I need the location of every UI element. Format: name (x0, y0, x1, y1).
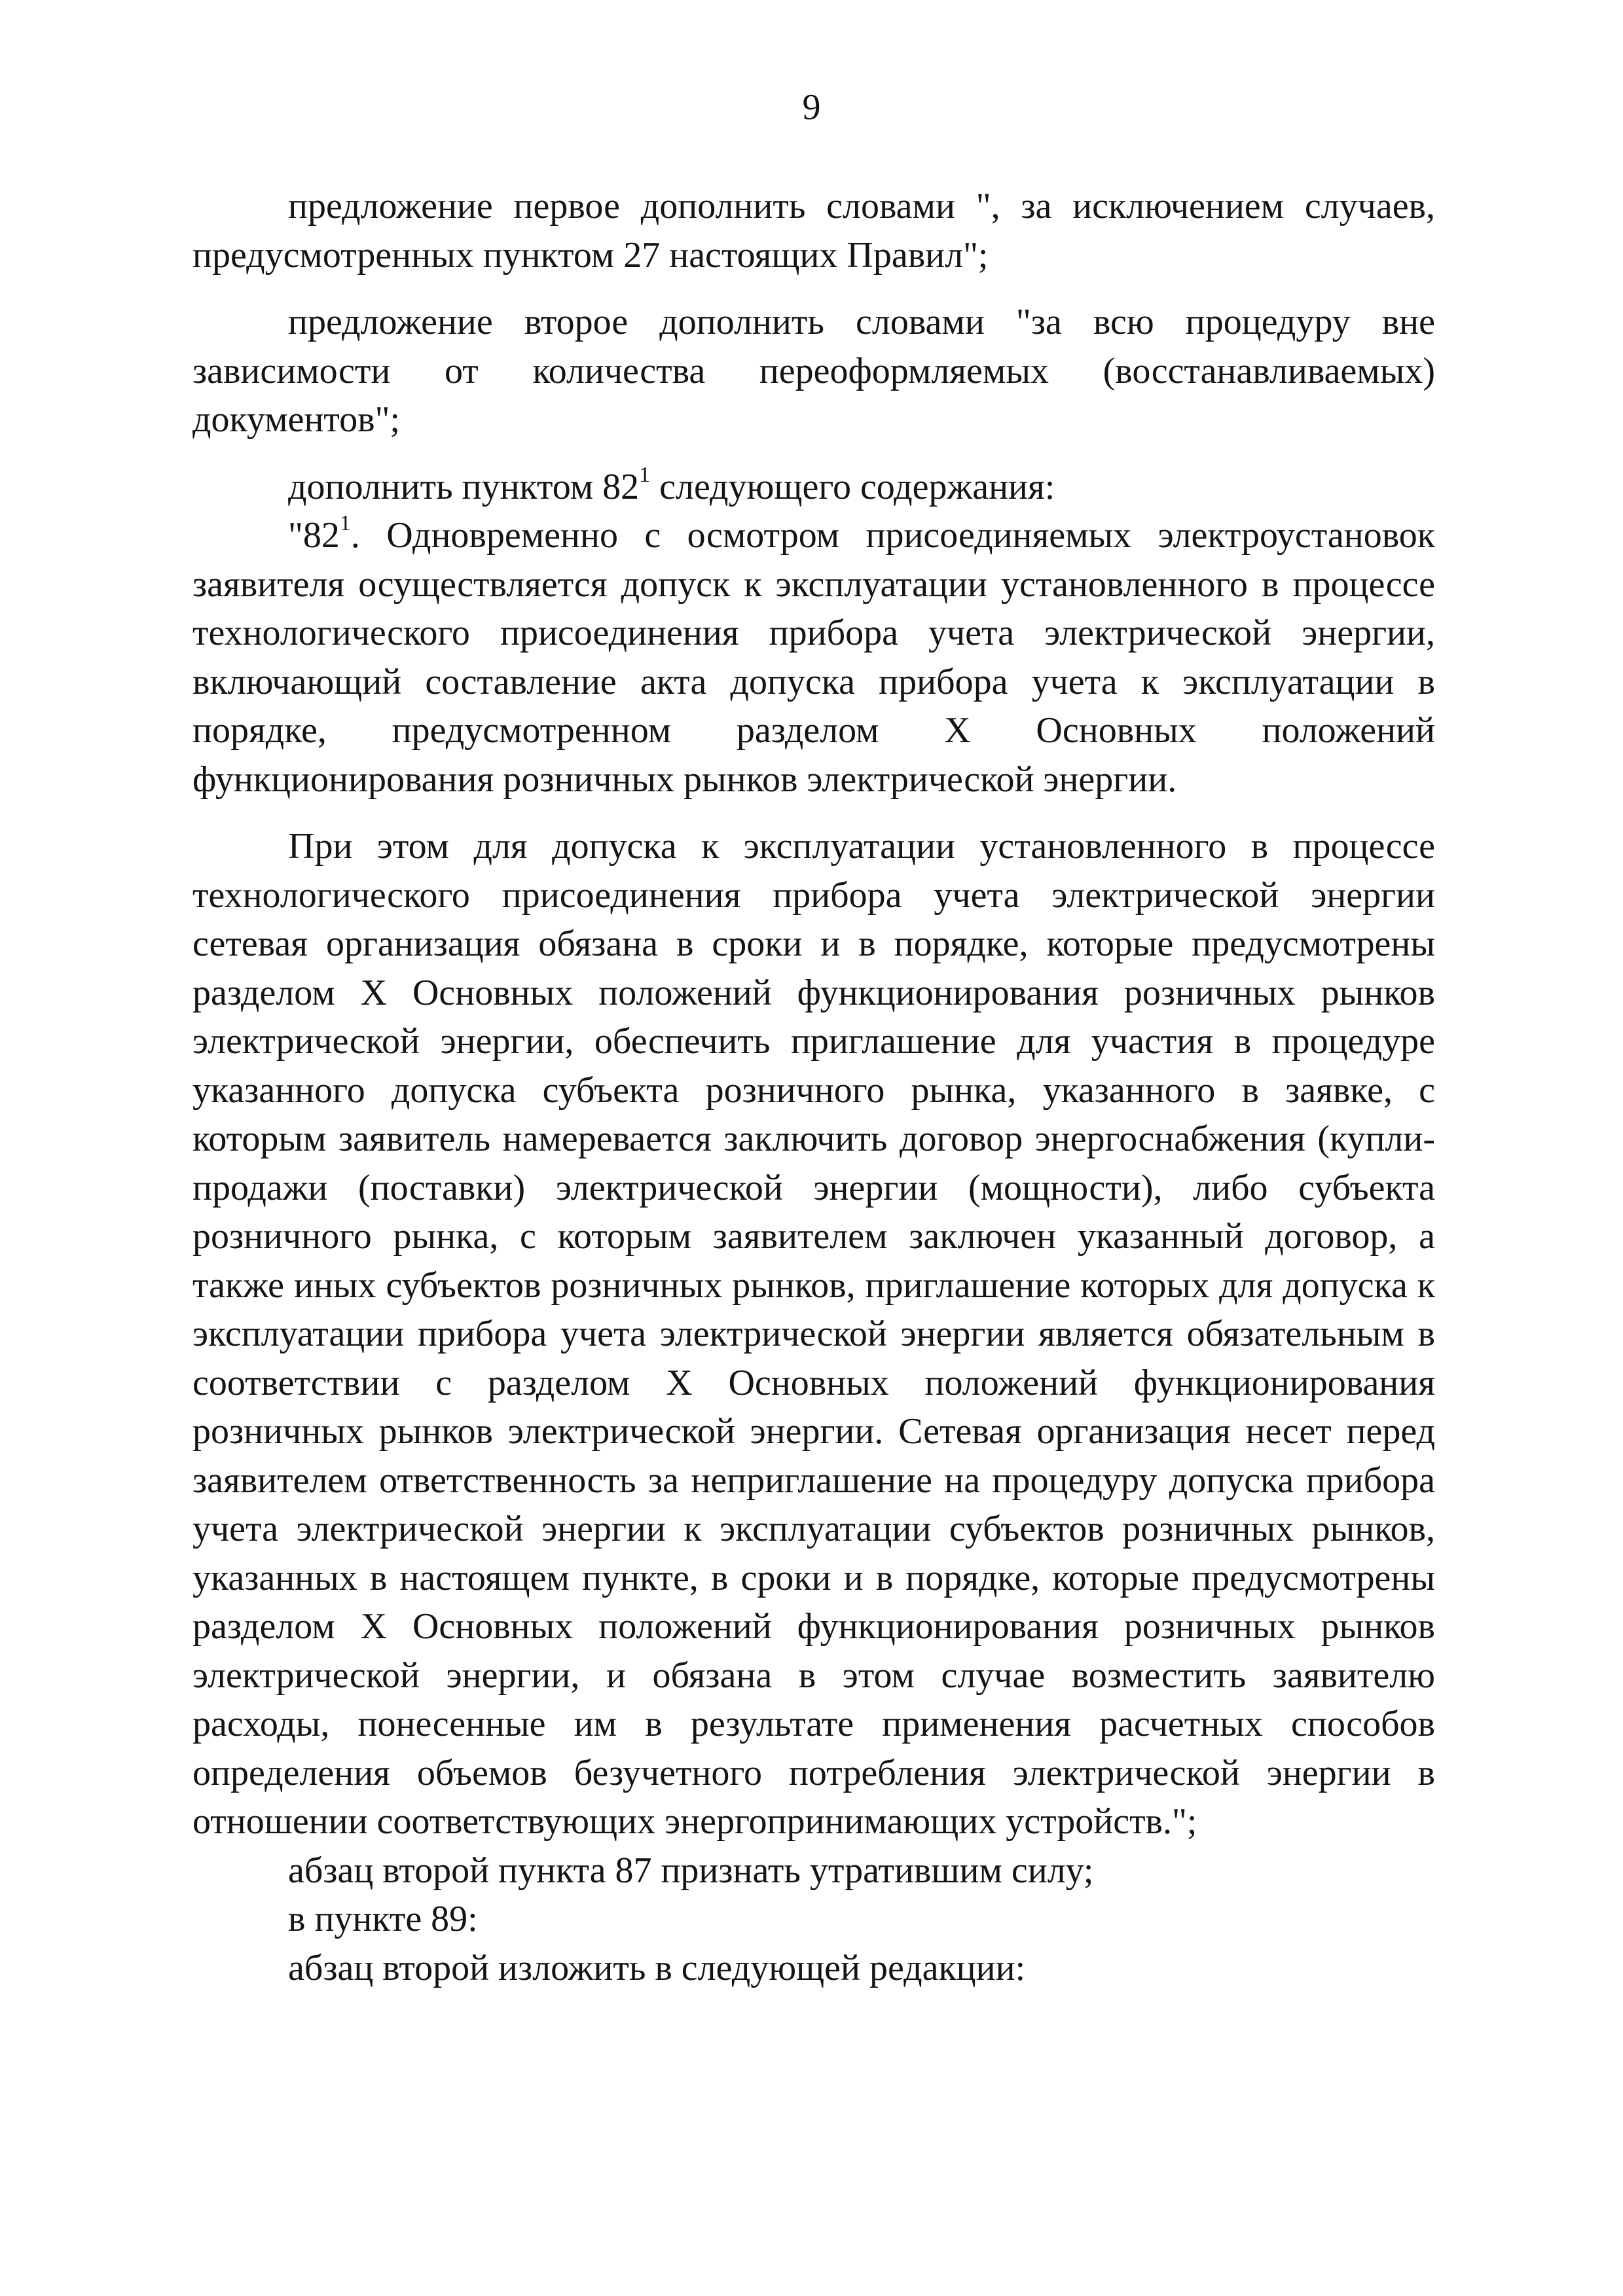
superscript: 1 (639, 462, 651, 487)
paragraph-point-82-1-text (192, 511, 1435, 804)
paragraph-second-abzac: абзац второй изложить в следующей редакции: (288, 1947, 1026, 1988)
paragraph-metering-admission: При этом для допуска к эксплуатации установленного в процессе технологического присоединения прибора учета электрической энергии сетевая организация обязана в сроки и в порядке, которые предусмотрены разделом X Основных положений функционирования розничных рынков электрической энергии, обеспечить приглашение для участия в процедуре указанного допуска субъекта розничного рынка, указанного в заявке, с которым заявитель намеревается заключить договор энергоснабжения (купли-продажи (поставки) электрической энергии (мощности), либо субъекта розничного рынка, с которым заявителем заключен указанный договор, а также иных субъектов розничных рынков, приглашение которых для допуска к эксплуатации прибора учета электрической энергии является обязательным в соответствии с разделом X Основных положений функционирования розничных рынков электрической энергии. Сетевая организация несет перед заявителем ответственность за неприглашение на процедуру допуска прибора учета электрической энергии к эксплуатации субъектов розничных рынков, указанных в настоящем пункте, в сроки и в порядке, которые предусмотрены разделом X Основных положений функционирования розничных рынков электрической энергии, и обязана в этом случае возместить заявителю расходы, понесенные им в результате применения расчетных способов определения объемов безучетного потребления электрической энергии в отношении соответствующих энергопринимающих устройств."; (192, 826, 1435, 1842)
text-fragment: следующего содержания: (650, 466, 1055, 507)
paragraph-add-point-82-1 (192, 463, 1435, 512)
superscript: 1 (339, 511, 351, 535)
text-fragment: дополнить пунктом 82 (288, 466, 640, 507)
document-body (192, 182, 1435, 1992)
text-fragment: . Одновременно с осмотром присоединяемых электроустановок заявителя осуществляется допуск к эксплуатации установленного в процессе технологического присоединения прибора учета электрической энергии, включающий составление акта допуска прибора учета к эксплуатации в порядке, предусмотренном разделом X Основных положений функционирования розничных рынков электрической энергии. (192, 515, 1435, 800)
page-number: 9 (802, 87, 821, 128)
paragraph-amend-second-sentence: предложение второе дополнить словами "за всю процедуру вне зависимости от количества переоформляемых (восстанавливаемых) документов"; (192, 302, 1435, 440)
paragraph-point-89: в пункте 89: (288, 1899, 478, 1939)
paragraph-amend-first-sentence: предложение первое дополнить словами ", за исключением случаев, предусмотренных пунктом 27 настоящих Правил"; (192, 186, 1435, 276)
paragraph-point-87: абзац второй пункта 87 признать утратившим силу; (288, 1850, 1094, 1891)
text-fragment: "82 (288, 515, 340, 556)
